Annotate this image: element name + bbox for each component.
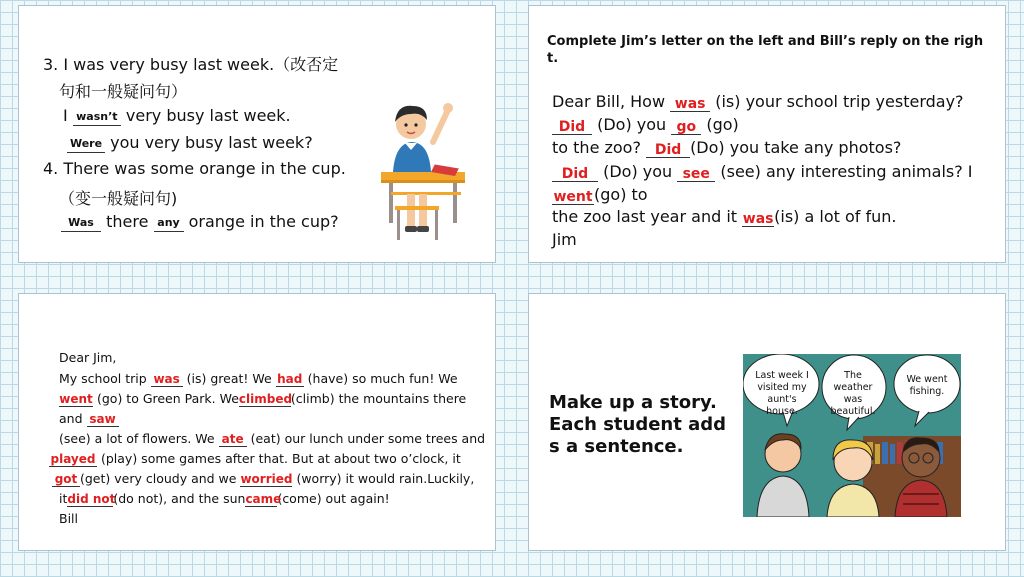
blank-was: Was: [61, 212, 101, 232]
boy-at-desk-illustration: [355, 94, 467, 244]
letter-signature: Jim: [552, 230, 577, 249]
reply-greeting: Dear Jim,: [59, 350, 117, 365]
letter-line-5: went (go) to: [553, 185, 648, 205]
answer-line-negative: I wasn’t very busy last week.: [63, 106, 291, 125]
blank-was: was: [151, 371, 183, 387]
speech-bubble-2-text: The weather was beautiful.: [830, 370, 876, 417]
blank-negative: wasn’t: [73, 106, 121, 126]
blank-ate: ate: [219, 431, 247, 447]
blank-went: went: [552, 185, 594, 205]
blank-was: was: [670, 92, 710, 112]
blank-go: go: [671, 115, 701, 135]
blank-was-2: was: [742, 207, 774, 227]
reply-line-2: went (go) to Green Park. We climbed (climb) the mountains there: [59, 391, 467, 406]
blank-went: went: [59, 392, 93, 406]
letter-line-6: the zoo last year and it was (is) a lot of fun.: [552, 207, 897, 227]
blank-climbed: climbed: [238, 392, 293, 406]
speech-bubble-1-text: Last week I visited my aunt's house.: [755, 370, 809, 417]
slide-busy-week: [18, 5, 496, 263]
blank-did-3: Did: [552, 162, 598, 182]
question-3-instruction: 句和一般疑问句）: [59, 82, 188, 101]
blank-did-2: Did: [646, 138, 690, 158]
story-prompt: Make up a story. Each student add s a sentence.: [549, 392, 727, 457]
letter-line-1: Dear Bill, How was (is) your school trip yesterday?: [552, 92, 964, 112]
reply-line-1: My school trip was (is) great! We had (have) so much fun! We: [59, 371, 458, 386]
blank-played: played: [50, 452, 96, 466]
reply-line-6: got (get) very cloudy and we worried (worry) it would rain.Luckily,: [52, 471, 474, 487]
blank-any: any: [154, 212, 184, 232]
blank-were: Were: [67, 133, 105, 153]
reply-line-3: and saw: [59, 411, 119, 427]
question-3: 3. I was very busy last week.（改否定: [43, 55, 339, 74]
question-4-instruction: （变一般疑问句): [59, 189, 178, 208]
slide-bill-reply: [18, 293, 496, 551]
speech-bubble-3-text: We went fishing.: [906, 374, 948, 397]
reply-signature: Bill: [59, 511, 78, 526]
blank-came: came: [245, 492, 282, 506]
blank-saw: saw: [87, 411, 119, 427]
blank-had: had: [277, 372, 303, 386]
question-4: 4. There was some orange in the cup.: [43, 159, 346, 178]
letter-line-3: to the zoo? Did (Do) you take any photos?: [552, 138, 902, 158]
reply-line-7: it did not (do not), and the sun came (come) out again!: [59, 491, 390, 506]
blank-see: see: [677, 162, 715, 182]
slide-make-story: [528, 293, 1006, 551]
letter-line-2: Did (Do) you go (go): [552, 115, 739, 135]
reply-line-5: played (play) some games after that. But at about two o’clock, it: [50, 451, 461, 466]
reply-line-4: (see) a lot of flowers. We ate (eat) our lunch under some trees and: [59, 431, 486, 446]
slide-jim-letter: [528, 5, 1006, 263]
answer-line-question: Were you very busy last week?: [67, 133, 313, 153]
blank-got: got: [52, 471, 80, 487]
instruction-heading: Complete Jim’s letter on the left and Bill’s reply on the right.: [547, 34, 984, 66]
blank-worried: worried: [240, 472, 293, 486]
letter-line-4: Did (Do) you see (see) any interesting animals? I: [552, 162, 973, 182]
answer-line-any: Was there any orange in the cup?: [61, 212, 339, 232]
blank-did-not: did not: [67, 492, 116, 506]
blank-did-1: Did: [552, 115, 592, 135]
